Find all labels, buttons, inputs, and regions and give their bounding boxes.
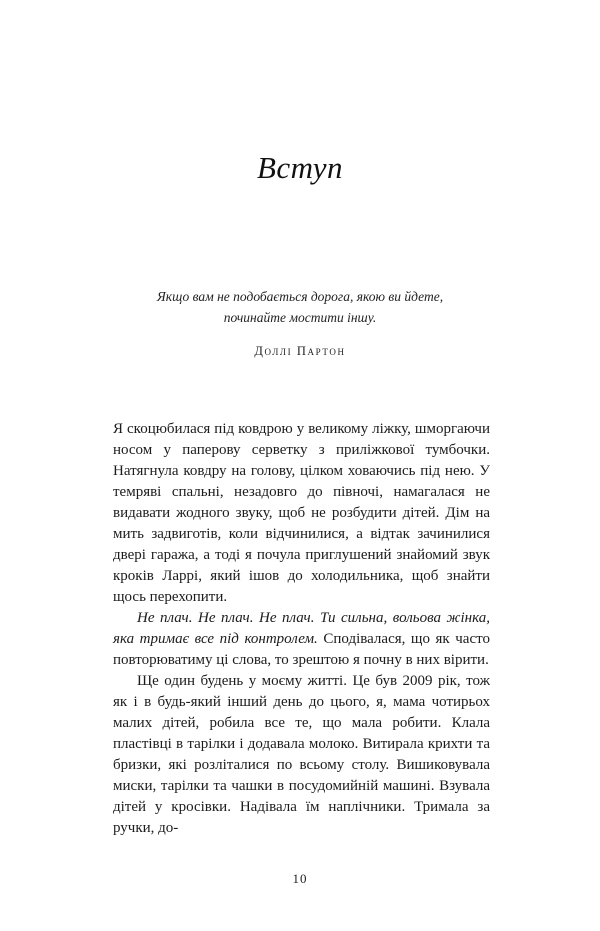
paragraph-segment: Я скоцюбилася під ковдрою у великому ліжку, шморгаючи носом у паперову серветку з приліжкової тумбочки. Натягнула ковдру на голову, цілком ховаючись під нею. У темряві спальні, незадовго до півночі, намагалася не видавати жодного звуку, щоб не розбудити дітей. Дім на мить задвиготів, коли відчинилися, а відтак зачинилися двері гаража, а тоді я почула приглушений знайомий звук кроків Ларрі, який ішов до холодильника, щоб знайти щось перехопити. [113,421,490,605]
body-text [0,419,600,839]
paragraph [113,608,490,671]
page-number: 10 [292,871,308,886]
paragraph [113,671,490,839]
epigraph-line: Якщо вам не подобається дорога, якою ви йдете, [156,289,444,304]
chapter-title: Вступ [256,150,344,185]
epigraph [0,286,600,359]
paragraph [113,419,490,608]
paragraph-segment: Ще один будень у моєму житті. Це був 2009 рік, тож як і в будь-який інший день до цього, я, мама чотирьох малих дітей, робила все те, що мала робити. Клала пластівці в тарілки і додавала молоко. Витирала крихти та бризки, які розліталися по всьому столу. Вишиковувала миски, тарілки та чашки в посудомийній машині. Взувала дітей у кросівки. Надівала їм наплічники. Тримала за ручки, до- [113,673,490,836]
epigraph-attribution: Доллі Партон [254,344,346,358]
epigraph-line: починайте мостити іншу. [223,310,377,325]
paragraph-segment: Сподівалася, що як часто повторюватиму ці слова, то зрештою я почну в них вірити. [113,631,490,668]
paragraph-segment-italic: Не плач. Не плач. Не плач. Ти сильна, вольова жінка, яка тримає все під контролем. [113,610,490,647]
